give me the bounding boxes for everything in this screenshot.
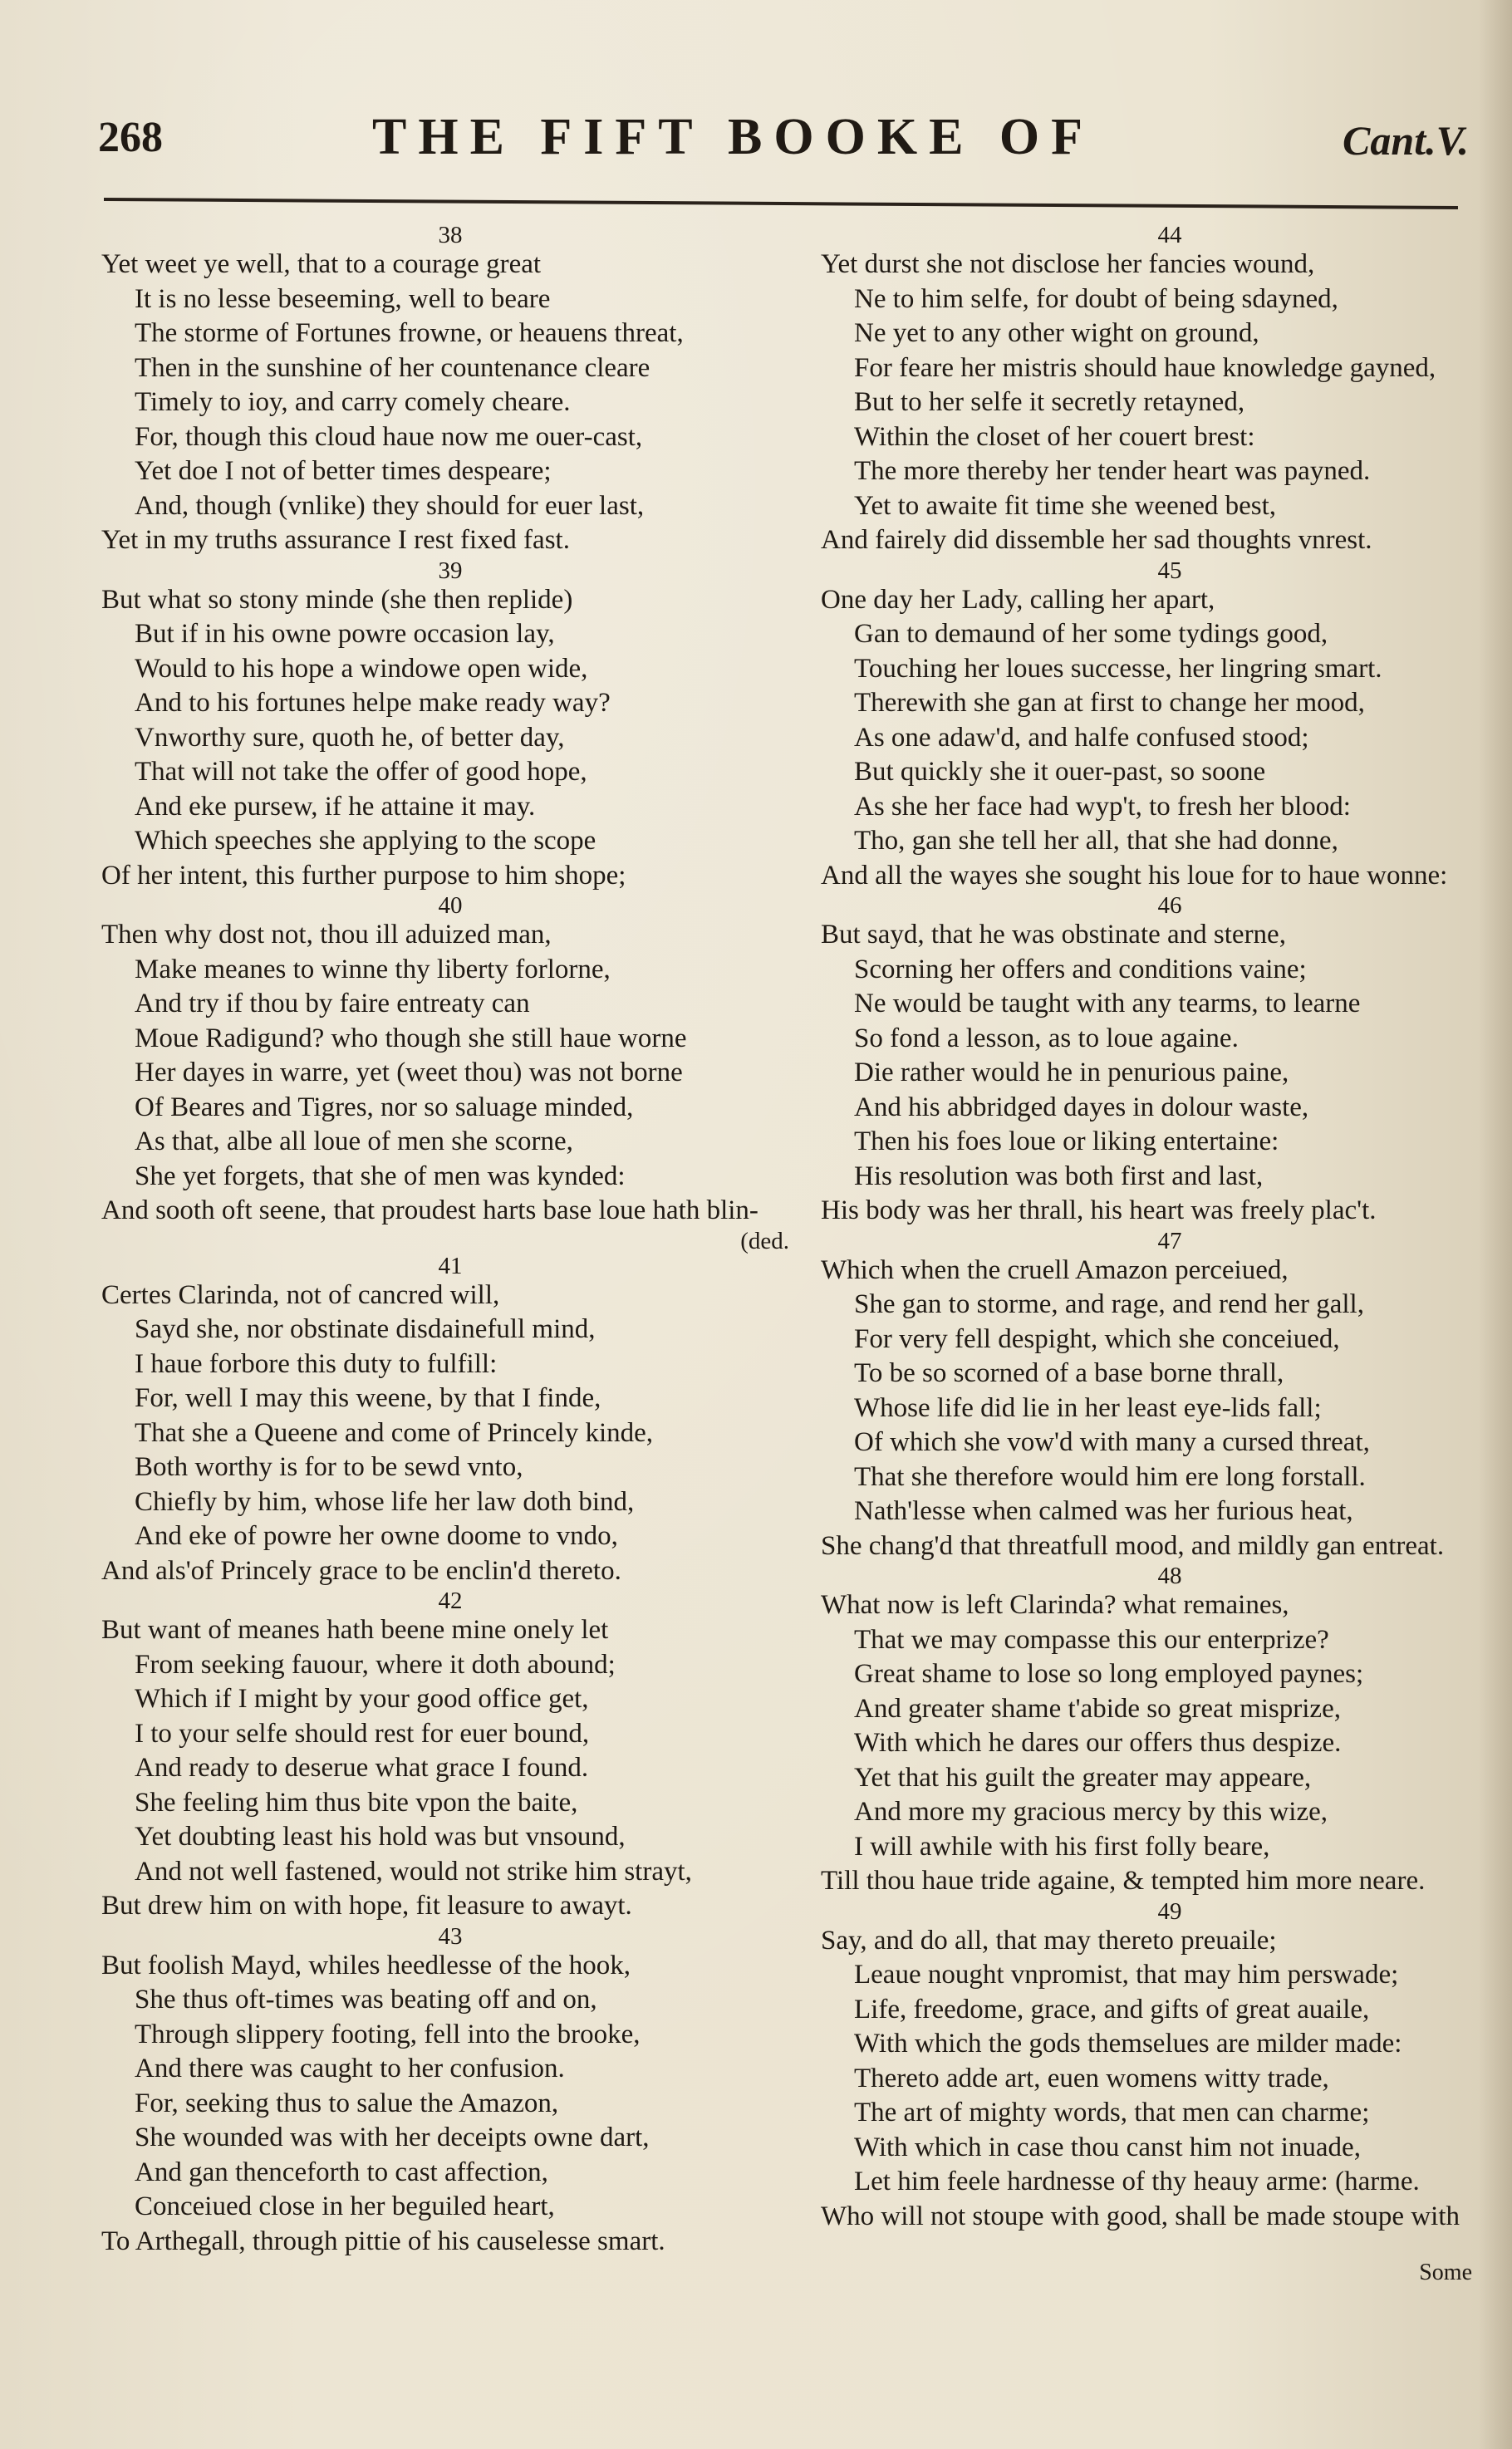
stanza-number: 42 bbox=[438, 1588, 463, 1614]
verse-line: Make meanes to winne thy liberty forlorne, bbox=[135, 954, 611, 984]
stanza-number: 49 bbox=[1157, 1897, 1182, 1925]
verse-line: So fond a lesson, as to loue againe. bbox=[854, 1023, 1239, 1053]
verse-line: Would to his hope a windowe open wide, bbox=[135, 653, 588, 684]
verse-line: Which speeches she applying to the scope bbox=[135, 826, 596, 856]
stanza bbox=[101, 1924, 799, 2260]
stanza-number: 44 bbox=[1157, 222, 1182, 248]
verse-line: His body was her thrall, his heart was freely plac't. bbox=[821, 1195, 1377, 1225]
header-rule bbox=[104, 198, 1458, 209]
verse-line: That she therefore would him ere long forstall. bbox=[854, 1461, 1366, 1492]
verse-line: That she a Queene and come of Princely kinde, bbox=[135, 1417, 654, 1448]
verse-line: And there was caught to her confusion. bbox=[135, 2054, 565, 2083]
verse-line: Whose life did lie in her least eye-lids fall; bbox=[854, 1392, 1322, 1423]
verse-line: Of which she vow'd with many a cursed threat, bbox=[854, 1427, 1370, 1457]
verse-line: Scorning her offers and conditions vaine; bbox=[854, 954, 1307, 984]
stanza bbox=[821, 1563, 1512, 1899]
verse-line: Ne yet to any other wight on ground, bbox=[854, 318, 1259, 348]
stanza bbox=[101, 1254, 799, 1589]
verse-line: Therewith she gan at first to change her mood, bbox=[854, 688, 1365, 718]
verse-line: His resolution was both first and last, bbox=[854, 1161, 1264, 1191]
verse-line: Moue Radigund? who though she still haue worne bbox=[135, 1023, 687, 1053]
verse-line: The art of mighty words, that men can charme; bbox=[854, 2098, 1370, 2128]
stanza-number: 47 bbox=[1157, 1227, 1182, 1254]
verse-line: Yet durst she not disclose her fancies wound, bbox=[821, 249, 1315, 279]
verse-line: Sayd she, nor obstinate disdainefull mind, bbox=[135, 1314, 596, 1344]
verse-line: Within the closet of her couert brest: bbox=[854, 421, 1255, 452]
verse-line: What now is left Clarinda? what remaines, bbox=[821, 1590, 1289, 1620]
verse-line: And fairely did dissemble her sad thoughts vnrest. bbox=[821, 525, 1372, 555]
verse-line: For feare her mistris should haue knowledge gayned, bbox=[854, 352, 1436, 383]
verse-line: Yet doubting least his hold was but vnsound, bbox=[135, 1822, 626, 1852]
verse-line: For, seeking thus to salue the Amazon, bbox=[135, 2088, 559, 2118]
verse-line: Yet to awaite fit time she weened best, bbox=[854, 490, 1277, 521]
verse-line: She thus oft-times was beating off and on, bbox=[135, 1985, 597, 2015]
verse-line: With which in case thou canst him not inuade, bbox=[854, 2132, 1361, 2162]
verse-line: Die rather would he in penurious paine, bbox=[854, 1058, 1289, 1087]
verse-line: And not well fastened, would not strike him strayt, bbox=[135, 1856, 692, 1887]
verse-line: With which the gods themselues are milder made: bbox=[854, 2029, 1402, 2059]
verse-line: Timely to ioy, and carry comely cheare. bbox=[135, 387, 571, 417]
verse-line: Say, and do all, that may thereto preuaile; bbox=[821, 1925, 1277, 1956]
verse-line: And eke of powre her owne doome to vndo, bbox=[135, 1521, 618, 1551]
verse-line: Yet weet ye well, that to a courage great bbox=[101, 249, 542, 279]
stanza bbox=[101, 223, 799, 558]
verse-line: But if in his owne powre occasion lay, bbox=[135, 619, 555, 649]
verse-line: But to her selfe it secretly retayned, bbox=[854, 387, 1245, 417]
verse-line: She yet forgets, that she of men was kynded: bbox=[135, 1161, 626, 1191]
verse-line: She wounded was with her deceipts owne dart, bbox=[135, 2123, 650, 2152]
verse-line: And sooth oft seene, that proudest harts base loue hath blin- bbox=[101, 1195, 758, 1225]
catchword: Some bbox=[1419, 2260, 1472, 2285]
verse-line: And greater shame t'abide so great misprize, bbox=[854, 1693, 1341, 1724]
stanza bbox=[101, 1588, 799, 1924]
stanza-number: 43 bbox=[438, 1922, 463, 1950]
stanza-number: 46 bbox=[1157, 892, 1182, 919]
verse-line: The more thereby her tender heart was payned. bbox=[854, 456, 1371, 486]
verse-line: But quickly she it ouer-past, so soone bbox=[854, 757, 1266, 787]
stanza-number: 38 bbox=[438, 222, 463, 248]
stanza-number: 39 bbox=[438, 557, 463, 584]
verse-line: And, though (vnlike) they should for euer last, bbox=[135, 490, 645, 521]
verse-line: One day her Lady, calling her apart, bbox=[821, 584, 1215, 615]
verse-line: But sayd, that he was obstinate and sterne, bbox=[821, 920, 1286, 950]
verse-line: Yet that his guilt the greater may appeare, bbox=[854, 1762, 1312, 1793]
verse-line: As that, albe all loue of men she scorne, bbox=[135, 1126, 573, 1156]
verse-line: I will awhile with his first folly beare, bbox=[854, 1831, 1270, 1862]
verse-line: Gan to demaund of her some tydings good, bbox=[854, 619, 1328, 649]
verse-line: She chang'd that threatfull mood, and mildly gan entreat. bbox=[821, 1530, 1445, 1561]
verse-line: I to your selfe should rest for euer bound, bbox=[135, 1718, 590, 1749]
verse-line: Of her intent, this further purpose to him shope; bbox=[101, 860, 626, 891]
stanza-number: 45 bbox=[1157, 557, 1182, 584]
verse-line: Life, freedome, grace, and gifts of great auaile, bbox=[854, 1994, 1370, 2024]
left-column bbox=[101, 223, 799, 2259]
verse-line: That we may compasse this our enterprize? bbox=[854, 1624, 1329, 1655]
stanza bbox=[821, 1229, 1512, 1564]
page-number: 268 bbox=[98, 114, 163, 161]
verse-line: Vnworthy sure, quoth he, of better day, bbox=[135, 722, 565, 753]
verse-line: Then why dost not, thou ill aduized man, bbox=[101, 920, 552, 950]
verse-line: Ne would be taught with any tearms, to learne bbox=[854, 989, 1361, 1018]
stanza bbox=[821, 558, 1512, 894]
verse-line: As one adaw'd, and halfe confused stood; bbox=[854, 722, 1309, 753]
verse-line: Conceiued close in her beguiled heart, bbox=[135, 2191, 555, 2221]
stanza-number: 48 bbox=[1157, 1563, 1182, 1589]
verse-line: Which if I might by your good office get, bbox=[135, 1684, 589, 1714]
verse-line: She gan to storme, and rage, and rend her gall, bbox=[854, 1289, 1364, 1319]
verse-line: That will not take the offer of good hope, bbox=[135, 757, 587, 787]
verse-line: To be so scorned of a base borne thrall, bbox=[854, 1358, 1284, 1388]
verse-line: Certes Clarinda, not of cancred will, bbox=[101, 1279, 500, 1310]
verse-line: But want of meanes hath beene mine onely let bbox=[101, 1615, 609, 1645]
verse-line: Her dayes in warre, yet (weet thou) was not borne bbox=[135, 1058, 683, 1087]
page-header bbox=[98, 108, 1469, 191]
verse-line: Nath'lesse when calmed was her furious heat, bbox=[854, 1496, 1353, 1526]
verse-line: For, though this cloud haue now me ouer-cast, bbox=[135, 421, 643, 452]
stanza bbox=[821, 893, 1512, 1229]
verse-line: Yet in my truths assurance I rest fixed fast. bbox=[101, 525, 570, 555]
verse-line: Till thou haue tride againe, & tempted him more neare. bbox=[821, 1866, 1426, 1896]
verse-line: And eke pursew, if he attaine it may. bbox=[135, 791, 536, 822]
stanza-number: 41 bbox=[438, 1252, 463, 1279]
verse-line: But foolish Mayd, whiles heedlesse of the hook, bbox=[101, 1950, 631, 1980]
verse-line: Leaue nought vnpromist, that may him perswade; bbox=[854, 1960, 1399, 1990]
verse-line: And all the wayes she sought his loue for to haue wonne: bbox=[821, 860, 1448, 891]
verse-line: As she her face had wyp't, to fresh her blood: bbox=[854, 791, 1351, 822]
verse-line: To Arthegall, through pittie of his causelesse smart. bbox=[101, 2226, 665, 2256]
verse-line: With which he dares our offers thus despize. bbox=[854, 1728, 1342, 1758]
stanza bbox=[101, 893, 799, 1254]
verse-line: Touching her loues successe, her lingring smart. bbox=[854, 653, 1382, 684]
verse-line: From seeking fauour, where it doth abound; bbox=[135, 1649, 616, 1680]
verse-line: Ne to him selfe, for doubt of being sdayned, bbox=[854, 283, 1338, 314]
verse-line: But what so stony minde (she then replide) bbox=[101, 584, 573, 615]
verse-line: And to his fortunes helpe make ready way? bbox=[135, 688, 611, 718]
verse-line: Chiefly by him, whose life her law doth bind, bbox=[135, 1486, 635, 1517]
verse-line: Thereto adde art, euen womens witty trade, bbox=[854, 2063, 1329, 2093]
verse-line: Who will not stoupe with good, shall be made stoupe with bbox=[821, 2201, 1460, 2231]
verse-line: And his abbridged dayes in dolour waste, bbox=[854, 1092, 1309, 1122]
verse-line: Of Beares and Tigres, nor so saluage minded, bbox=[135, 1092, 634, 1122]
verse-line: Yet doe I not of better times despeare; bbox=[135, 456, 552, 486]
verse-line: And gan thenceforth to cast affection, bbox=[135, 2157, 548, 2187]
verse-line: Great shame to lose so long employed paynes; bbox=[854, 1659, 1364, 1689]
verse-line: And more my gracious mercy by this wize, bbox=[854, 1797, 1328, 1827]
verse-line: Through slippery footing, fell into the brooke, bbox=[135, 2019, 641, 2049]
verse-line: Let him feele hardnesse of thy heauy arme: (harme. bbox=[854, 2167, 1420, 2196]
running-title: THE FIFT BOOKE OF bbox=[372, 109, 1095, 165]
verse-line: And try if thou by faire entreaty can bbox=[135, 989, 530, 1018]
verse-line: Both worthy is for to be sewd vnto, bbox=[135, 1452, 523, 1482]
verse-line: Tho, gan she tell her all, that she had donne, bbox=[854, 826, 1338, 856]
verse-line: But drew him on with hope, fit leasure to awayt. bbox=[101, 1891, 632, 1921]
verse-line: I haue forbore this duty to fulfill: bbox=[135, 1348, 498, 1379]
verse-line: It is no lesse beseeming, well to beare bbox=[135, 283, 551, 314]
stanza bbox=[821, 223, 1512, 558]
verse-line: For, well I may this weene, by that I finde, bbox=[135, 1383, 601, 1413]
verse-line: Then in the sunshine of her countenance cleare bbox=[135, 352, 650, 383]
verse-line: And als'of Princely grace to be enclin'd thereto. bbox=[101, 1555, 621, 1586]
stanza-number: 40 bbox=[438, 892, 463, 919]
canto-label: Cant.V. bbox=[1343, 117, 1469, 164]
stanza bbox=[821, 1899, 1512, 2235]
right-column bbox=[821, 223, 1512, 2234]
turnover-text: (ded. bbox=[740, 1227, 789, 1254]
verse-line: For very fell despight, which she conceiued, bbox=[854, 1323, 1340, 1354]
stanza bbox=[101, 558, 799, 894]
verse-line: Which when the cruell Amazon perceiued, bbox=[821, 1254, 1289, 1285]
verse-line: She feeling him thus bite vpon the baite, bbox=[135, 1787, 578, 1818]
verse-line: And ready to deserue what grace I found. bbox=[135, 1753, 589, 1783]
verse-line: Then his foes loue or liking entertaine: bbox=[854, 1126, 1279, 1156]
verse-line: The storme of Fortunes frowne, or heauens threat, bbox=[135, 318, 684, 348]
